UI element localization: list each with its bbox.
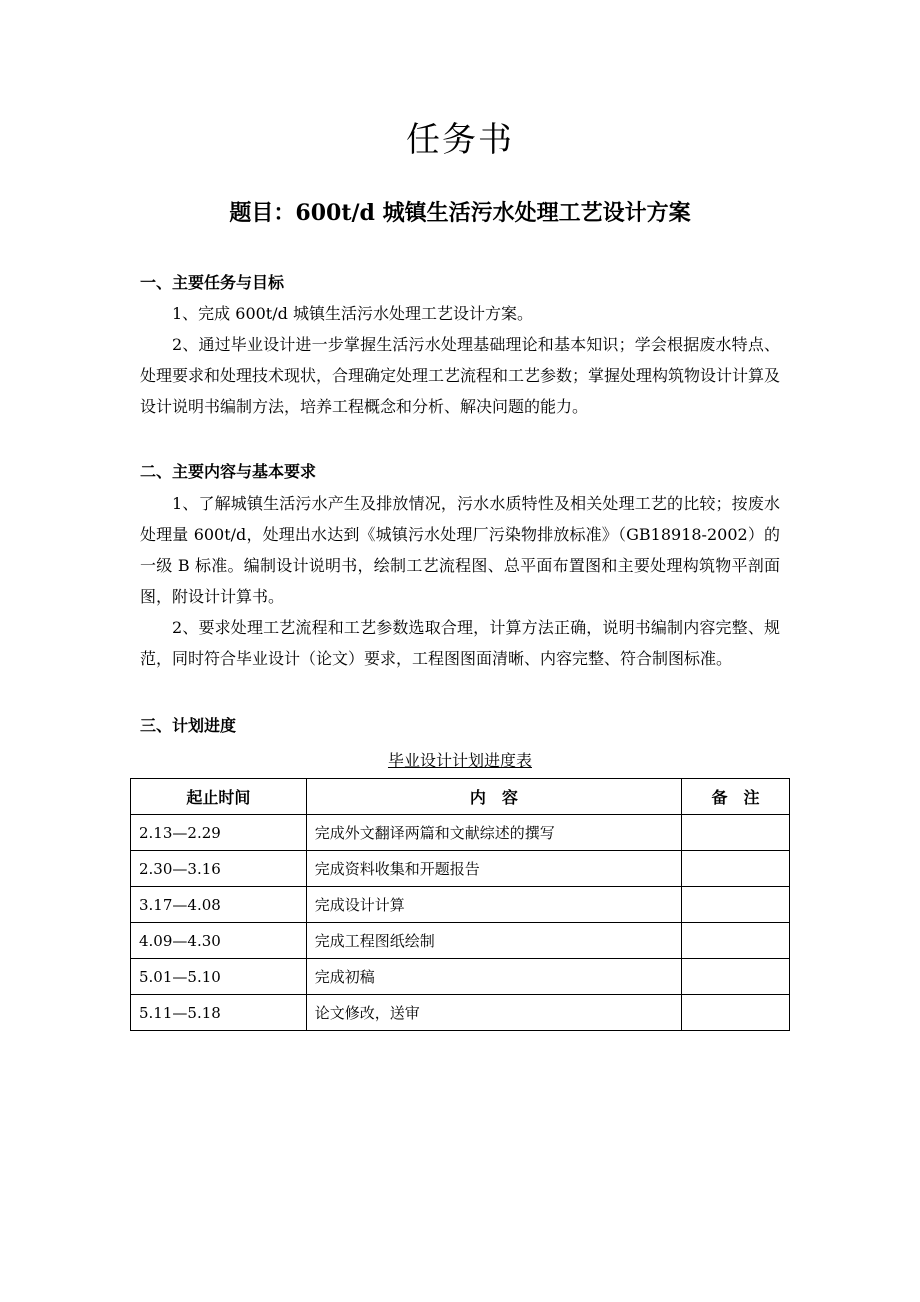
section-content-requirements <box>140 459 780 674</box>
cell-content: 完成初稿 <box>306 959 681 995</box>
cell-note <box>682 995 790 1031</box>
header-time: 起止时间 <box>131 779 307 815</box>
cell-note <box>682 851 790 887</box>
schedule-table <box>130 778 790 1031</box>
cell-time: 2.13—2.29 <box>131 815 307 851</box>
cell-content: 完成设计计算 <box>306 887 681 923</box>
cell-note <box>682 959 790 995</box>
cell-content: 完成外文翻译两篇和文献综述的撰写 <box>306 815 681 851</box>
document-topic: 题目：600t/d 城镇生活污水处理工艺设计方案 <box>229 200 691 226</box>
cell-content: 论文修改，送审 <box>306 995 681 1031</box>
table-header-row <box>131 779 790 815</box>
table-caption: 毕业设计计划进度表 <box>387 751 532 770</box>
section-schedule <box>140 713 780 739</box>
table-row <box>131 851 790 887</box>
cell-time: 3.17—4.08 <box>131 887 307 923</box>
cell-note <box>682 815 790 851</box>
table-row <box>131 995 790 1031</box>
cell-content: 完成工程图纸绘制 <box>306 923 681 959</box>
section-paragraph: 2、通过毕业设计进一步掌握生活污水处理基础理论和基本知识；学会根据废水特点、处理要求和处理技术现状，合理确定处理工艺流程和工艺参数；掌握处理构筑物设计计算及设计说明书编制方法，培养工程概念和分析、解决问题的能力。 <box>140 335 781 416</box>
table-row <box>131 959 790 995</box>
table-row <box>131 923 790 959</box>
section-paragraph: 1、完成 600t/d 城镇生活污水处理工艺设计方案。 <box>172 304 533 323</box>
header-content: 内 容 <box>306 779 681 815</box>
table-row <box>131 887 790 923</box>
cell-note <box>682 887 790 923</box>
section-main-tasks <box>140 270 780 422</box>
cell-time: 5.01—5.10 <box>131 959 307 995</box>
header-note: 备 注 <box>682 779 790 815</box>
table-row <box>131 815 790 851</box>
section-heading: 二、主要内容与基本要求 <box>140 462 317 481</box>
section-heading: 一、主要任务与目标 <box>140 273 285 292</box>
section-paragraph: 2、要求处理工艺流程和工艺参数选取合理，计算方法正确，说明书编制内容完整、规范，同时符合毕业设计（论文）要求，工程图图面清晰、内容完整、符合制图标准。 <box>140 618 780 668</box>
cell-content: 完成资料收集和开题报告 <box>306 851 681 887</box>
cell-note <box>682 923 790 959</box>
document-title: 任务书 <box>406 120 514 160</box>
cell-time: 5.11—5.18 <box>131 995 307 1031</box>
section-heading: 三、计划进度 <box>140 716 237 735</box>
cell-time: 2.30—3.16 <box>131 851 307 887</box>
section-paragraph: 1、了解城镇生活污水产生及排放情况，污水水质特性及相关处理工艺的比较；按废水处理量 600t/d，处理出水达到《城镇污水处理厂污染物排放标准》（GB18918-2002）的一级 B 标准。编制设计说明书，绘制工艺流程图、总平面布置图和主要处理构筑物平剖面图，附设计计算书。 <box>140 494 780 606</box>
cell-time: 4.09—4.30 <box>131 923 307 959</box>
